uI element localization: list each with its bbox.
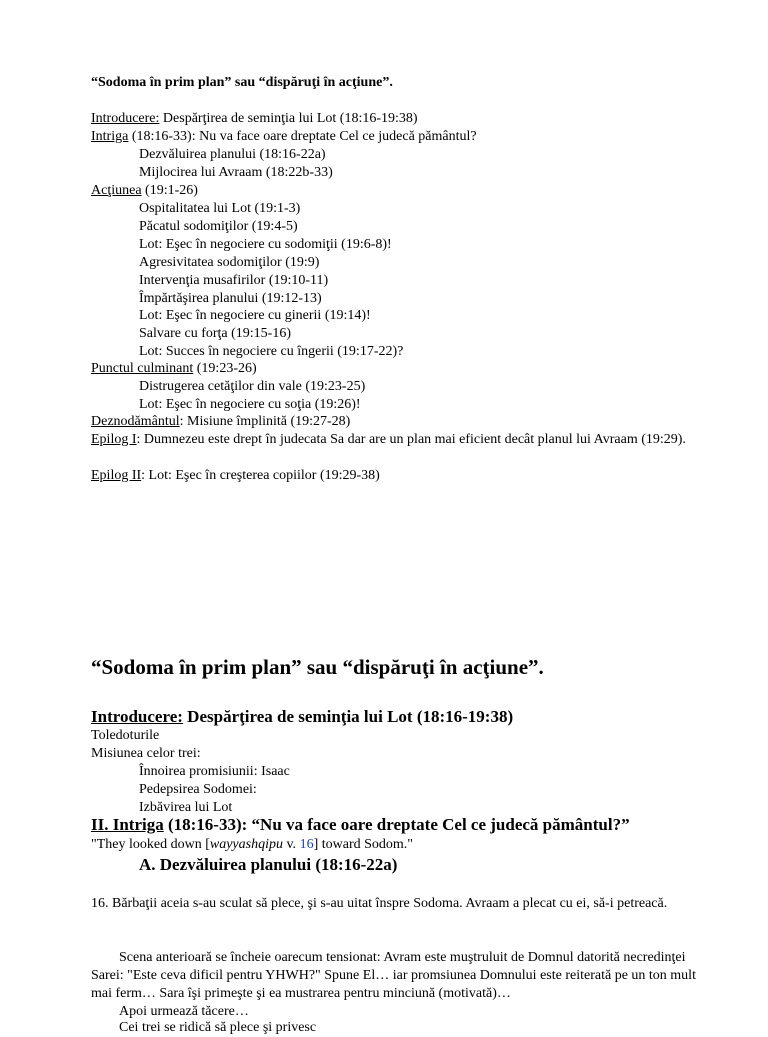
summary-actiunea-item: Lot: Succes în negociere cu îngerii (19:17-22)? bbox=[139, 344, 404, 359]
summary-epilog1-label: Epilog I bbox=[91, 432, 137, 447]
detail-intro-label: Introducere: bbox=[91, 707, 183, 726]
summary-actiunea-text: (19:1-26) bbox=[141, 183, 198, 198]
summary-actiunea-line bbox=[91, 182, 198, 200]
summary-culminant-item: Lot: Eşec în negociere cu soţia (19:26)! bbox=[139, 397, 361, 412]
detail-intro-text: Despărţirea de seminţia lui Lot (18:16-19:38) bbox=[182, 707, 514, 726]
summary-title: “Sodoma în prim plan” sau “dispăruţi în acţiune”. bbox=[91, 75, 393, 90]
summary-intriga-item: Mijlocirea lui Avraam (18:22b-33) bbox=[139, 165, 333, 180]
summary-actiunea-item: Agresivitatea sodomiţilor (19:9) bbox=[139, 255, 320, 270]
detail-misiunea-item: Înnoirea promisiunii: Isaac bbox=[139, 764, 290, 779]
summary-actiunea-item: Lot: Eşec în negociere cu ginerii (19:14)! bbox=[139, 308, 371, 323]
detail-toledot: Toledoturile bbox=[91, 728, 160, 743]
summary-culminant-line bbox=[91, 360, 257, 378]
summary-intriga-item: Dezvăluirea planului (18:16-22a) bbox=[139, 147, 326, 162]
summary-actiunea-label: Acţiunea bbox=[91, 183, 142, 198]
detail-misiunea: Misiunea celor trei: bbox=[91, 746, 201, 761]
summary-intro-line bbox=[91, 110, 418, 128]
detail-last-line: Cei trei se ridică să plece şi privesc bbox=[119, 1020, 317, 1035]
detail-title: “Sodoma în prim plan” sau “dispăruţi în acţiune”. bbox=[91, 655, 544, 679]
detail-misiunea-item: Pedepsirea Sodomei: bbox=[139, 782, 257, 797]
summary-actiunea-item: Salvare cu forţa (19:15-16) bbox=[139, 326, 291, 341]
detail-paragraph: Scena anterioară se încheie oarecum tensionat: Avram este muştruluit de Domnul datorită necredinţei Sarei: "Este ceva dificil pentru YHWH?" Spune El… iar promsiunea Domnului este reiterată pe un ton mult mai ferm… Sara îşi primeşte şi ea mustrarea pentru minciună (motivată)… bbox=[91, 950, 696, 1001]
summary-deznodamant-line bbox=[91, 413, 350, 431]
detail-apoi: Apoi urmează tăcere… bbox=[119, 1004, 249, 1019]
detail-section-a: A. Dezvăluirea planului (18:16-22a) bbox=[139, 855, 398, 874]
detail-intriga-text: (18:16-33): “Nu va face oare dreptate Cel ce judecă pământul?” bbox=[163, 815, 630, 834]
summary-epilog2-label: Epilog II bbox=[91, 468, 142, 483]
summary-deznodamant-label: Deznodământul bbox=[91, 414, 180, 429]
summary-epilog1-text: : Dumnezeu este drept în judecata Sa dar are un plan mai eficient decât planul lui Avraam (19:29). bbox=[136, 432, 686, 447]
detail-quote-c: ] toward Sodom." bbox=[313, 837, 413, 852]
verse-reference-link[interactable]: 16 bbox=[299, 837, 314, 852]
summary-intro-label: Introducere: bbox=[91, 111, 160, 126]
summary-intro-text: Despărţirea de seminţia lui Lot (18:16-19:38) bbox=[159, 111, 418, 126]
summary-culminant-label: Punctul culminant bbox=[91, 361, 194, 376]
detail-intriga-label: II. Intriga bbox=[91, 815, 164, 834]
summary-actiunea-item: Intervenţia musafirilor (19:10-11) bbox=[139, 273, 329, 288]
summary-epilog2-text: : Lot: Eşec în creşterea copiilor (19:29-38) bbox=[141, 468, 380, 483]
summary-intriga-line bbox=[91, 128, 477, 146]
detail-intriga-heading bbox=[91, 815, 630, 835]
detail-quote bbox=[91, 836, 413, 854]
summary-epilog1-line bbox=[91, 431, 731, 449]
summary-intriga-text: (18:16-33): Nu va face oare dreptate Cel ce judecă pământul? bbox=[128, 129, 477, 144]
detail-misiunea-item: Izbăvirea lui Lot bbox=[139, 800, 233, 815]
detail-quote-italic: wayyashqipu bbox=[209, 837, 283, 852]
detail-quote-b: v. bbox=[282, 837, 300, 852]
summary-actiunea-item: Împărtăşirea planului (19:12-13) bbox=[139, 291, 322, 306]
summary-intriga-label: Intriga bbox=[91, 129, 129, 144]
summary-epilog2-line bbox=[91, 467, 380, 485]
summary-actiunea-item: Ospitalitatea lui Lot (19:1-3) bbox=[139, 201, 301, 216]
summary-actiunea-item: Lot: Eşec în negociere cu sodomiţii (19:6-8)! bbox=[139, 237, 392, 252]
summary-actiunea-item: Păcatul sodomiţilor (19:4-5) bbox=[139, 219, 298, 234]
summary-deznodamant-text: : Misiune împlinită (19:27-28) bbox=[179, 414, 351, 429]
detail-intro-heading bbox=[91, 707, 513, 727]
detail-quote-a: "They looked down [ bbox=[91, 837, 210, 852]
summary-culminant-text: (19:23-26) bbox=[193, 361, 257, 376]
detail-verse-16: 16. Bărbaţii aceia s-au sculat să plece, şi s-au uitat înspre Sodoma. Avraam a plecat cu ei, să-i petreacă. bbox=[91, 896, 668, 911]
summary-culminant-item: Distrugerea cetăţilor din vale (19:23-25) bbox=[139, 379, 366, 394]
